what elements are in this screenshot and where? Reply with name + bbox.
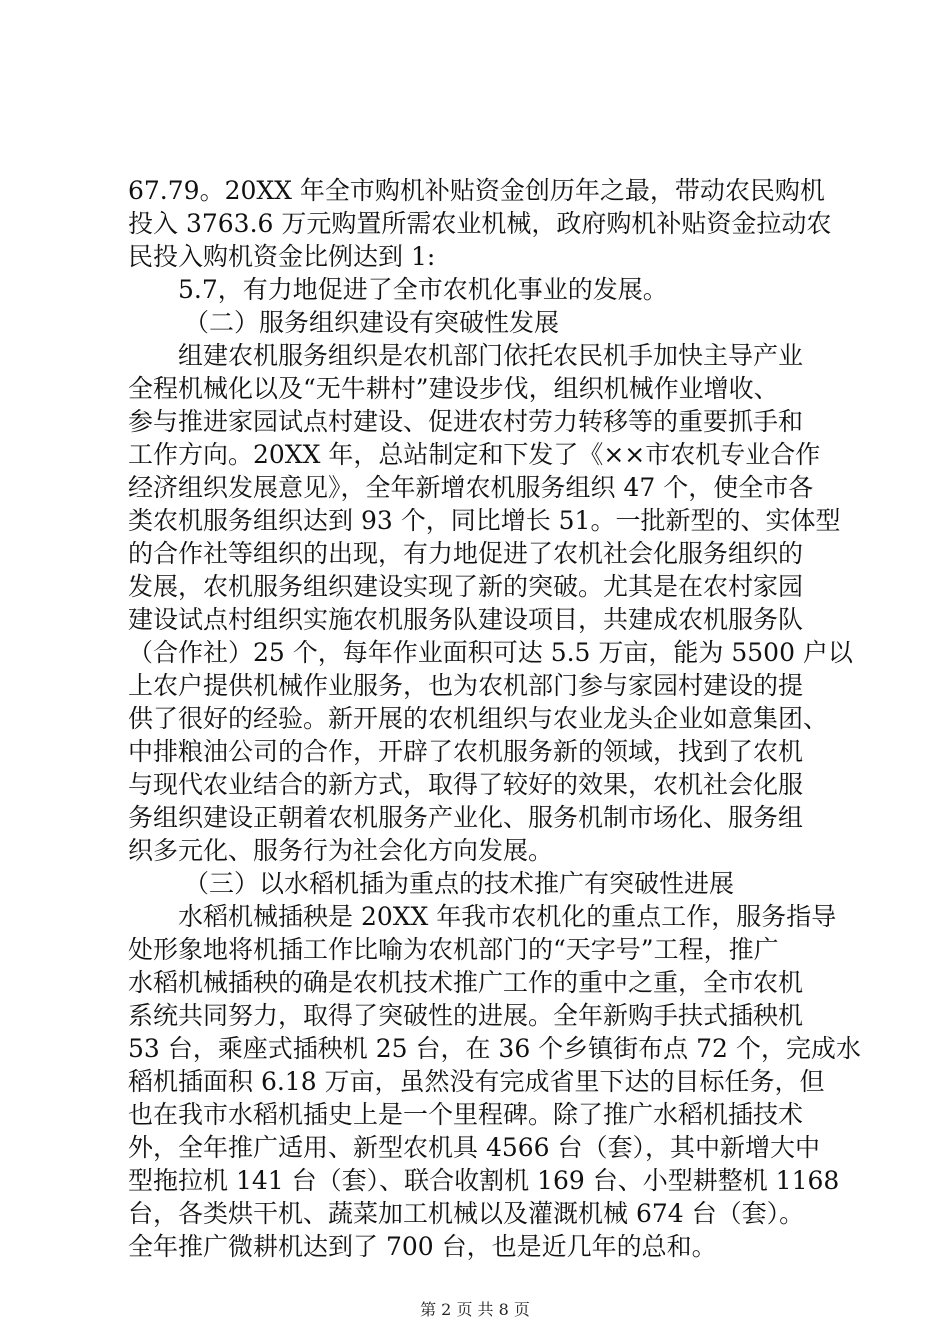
text-line: 台，各类烘干机、蔬菜加工机械以及灌溉机械 674 台（套）。 [128, 1199, 805, 1228]
text-line: 处形象地将机插工作比喻为农机部门的“天字号”工程，推广 [128, 935, 779, 964]
text-line: 5.7，有力地促进了全市农机化事业的发展。 [178, 275, 668, 304]
section-heading: （二）服务组织建设有突破性发展 [184, 308, 560, 337]
text-line: 中排粮油公司的合作，开辟了农机服务新的领域，找到了农机 [128, 737, 804, 766]
text-line: 的合作社等组织的出现，有力地促进了农机社会化服务组织的 [128, 539, 804, 568]
text-line: （合作社）25 个，每年作业面积可达 5.5 万亩，能为 5500 户以 [128, 638, 853, 667]
text-line: 53 台，乘座式插秧机 25 台，在 36 个乡镇街布点 72 个，完成水 [128, 1034, 861, 1063]
text-line: 经济组织发展意见》，全年新增农机服务组织 47 个，使全市各 [128, 473, 814, 502]
text-line: 系统共同努力，取得了突破性的进展。全年新购手扶式插秧机 [128, 1001, 804, 1030]
text-line: 投入 3763.6 万元购置所需农业机械，政府购机补贴资金拉动农 [128, 209, 832, 238]
text-line: 稻机插面积 6.18 万亩，虽然没有完成省里下达的目标任务，但 [128, 1067, 825, 1096]
text-line: 织多元化、服务行为社会化方向发展。 [128, 836, 554, 865]
text-line: 参与推进家园试点村建设、促进农村劳力转移等的重要抓手和 [128, 407, 804, 436]
text-line: 67.79。20XX 年全市购机补贴资金创历年之最，带动农民购机 [128, 176, 825, 205]
text-line: 水稻机械插秧是 20XX 年我市农机化的重点工作，服务指导 [178, 902, 837, 931]
text-line: 民投入购机资金比例达到 1: [128, 242, 436, 271]
text-line: 全年推广微耕机达到了 700 台，也是近几年的总和。 [128, 1232, 717, 1261]
text-line: 外，全年推广适用、新型农机具 4566 台（套），其中新增大中 [128, 1133, 821, 1162]
text-line: 建设试点村组织实施农机服务队建设项目，共建成农机服务队 [128, 605, 804, 634]
text-line: 型拖拉机 141 台（套）、联合收割机 169 台、小型耕整机 1168 [128, 1166, 840, 1195]
text-line: 上农户提供机械作业服务，也为农机部门参与家园村建设的提 [128, 671, 804, 700]
text-line: 与现代农业结合的新方式，取得了较好的效果，农机社会化服 [128, 770, 804, 799]
text-line: 工作方向。20XX 年，总站制定和下发了《××市农机专业合作 [128, 440, 821, 469]
text-line: 水稻机械插秧的确是农机技术推广工作的重中之重，全市农机 [128, 968, 804, 997]
text-line: 务组织建设正朝着农机服务产业化、服务机制市场化、服务组 [128, 803, 804, 832]
text-line: 全程机械化以及“无牛耕村”建设步伐，组织机械作业增收、 [128, 374, 779, 403]
page-number-footer: 第 2 页 共 8 页 [420, 1300, 530, 1319]
text-line: 也在我市水稻机插史上是一个里程碑。除了推广水稻机插技术 [128, 1100, 804, 1129]
text-line: 类农机服务组织达到 93 个，同比增长 51。一批新型的、实体型 [128, 506, 841, 535]
text-line: 发展，农机服务组织建设实现了新的突破。尤其是在农村家园 [128, 572, 804, 601]
text-line: 组建农机服务组织是农机部门依托农民机手加快主导产业 [178, 341, 804, 370]
text-line: 供了很好的经验。新开展的农机组织与农业龙头企业如意集团、 [128, 704, 829, 733]
section-heading: （三）以水稻机插为重点的技术推广有突破性进展 [184, 869, 735, 898]
